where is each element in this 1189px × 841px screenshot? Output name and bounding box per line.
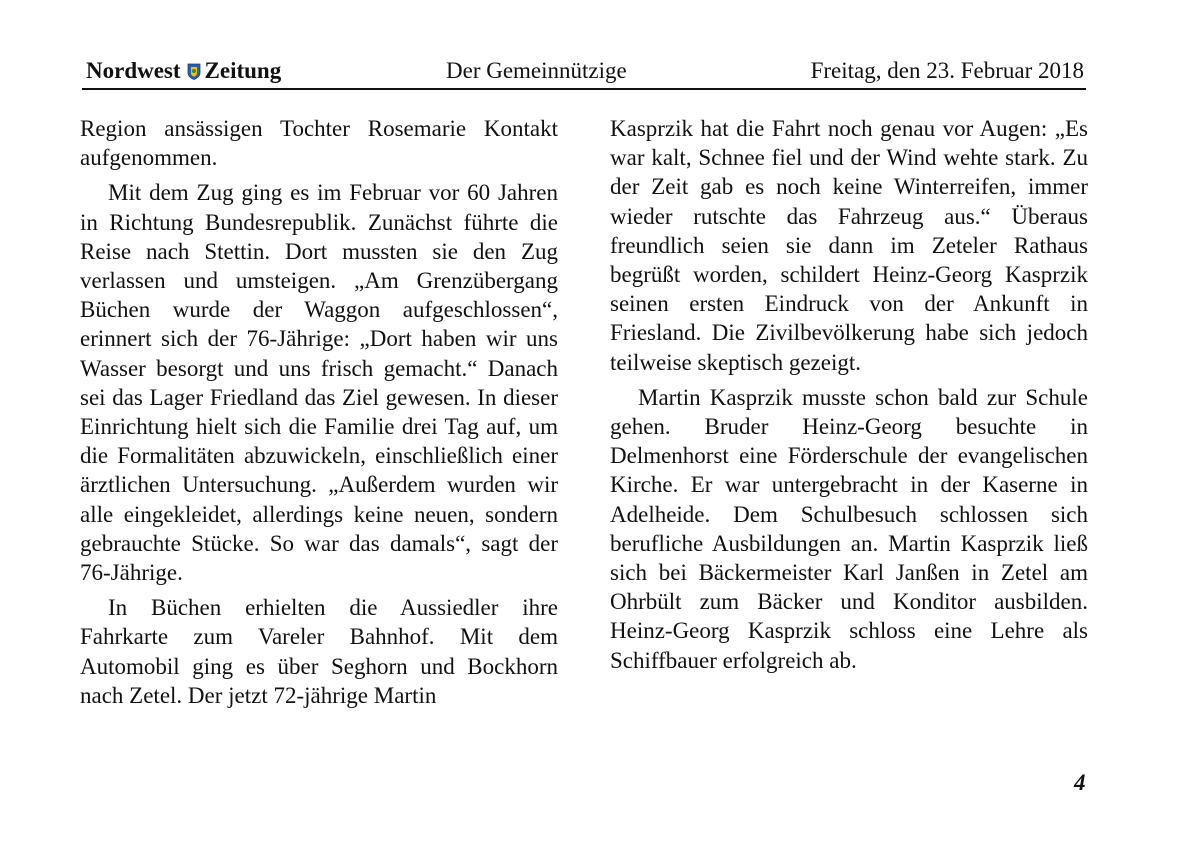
newspaper-header	[82, 58, 1086, 90]
issue-date: Freitag, den 23. Februar 2018	[810, 58, 1084, 83]
newspaper-brand	[86, 58, 281, 84]
article-paragraph: In Büchen erhielten die Aussiedler ihre Fahrkarte zum Vareler Bahnhof. Mit dem Automobil ging es über Seghorn und Bockhorn nach Zetel. Der jetzt 72-jährige Martin	[80, 595, 558, 708]
left-text-column	[80, 114, 558, 716]
crest-icon	[187, 60, 201, 77]
article-paragraph: Mit dem Zug ging es im Februar vor 60 Jahren in Richtung Bundesrepublik. Zunächst führte die Reise nach Stettin. Dort mussten sie den Zug verlassen und umsteigen. „Am Grenzübergang Büchen wurde der Waggon aufgeschlossen“, erinnert sich der 76-Jährige: „Dort haben wir uns Wasser besorgt und uns frisch gemacht.“ Danach sei das Lager Friedland das Ziel gewesen. In dieser Einrichtung hielt sich die Familie drei Tag auf, um die Formalitäten abzuwickeln, einschließlich einer ärztlichen Untersuchung. „Außerdem wurden wir alle eingekleidet, allerdings keine neuen, sondern gebrauchte Stücke. So war das damals“, sagt der 76-Jährige.	[80, 180, 558, 586]
article-paragraph: Kasprzik hat die Fahrt noch genau vor Augen: „Es war kalt, Schnee fiel und der Wind wehte stark. Zu der Zeit gab es noch keine Winterreifen, immer wieder rutschte das Fahrzeug aus.“ Überaus freundlich seien sie dann im Zeteler Rathaus begrüßt worden, schildert Heinz-Georg Kasprzik seinen ersten Eindruck von der Ankunft in Friesland. Die Zivilbevölkerung habe sich jedoch teilweise skeptisch gezeigt.	[610, 116, 1088, 375]
article-paragraph: Martin Kasprzik musste schon bald zur Schule gehen. Bruder Heinz-Georg besuchte in Delmenhorst eine Förderschule der evangelischen Kirche. Er war untergebracht in der Kaserne in Adelheide. Dem Schulbesuch schlossen sich berufliche Ausbildungen an. Martin Kasprzik ließ sich bei Bäckermeister Karl Janßen in Zetel am Ohrbült zum Bäcker und Konditor ausbilden. Heinz-Georg Kasprzik schloss eine Lehre als Schiffbauer erfolgreich ab.	[610, 384, 1088, 673]
page-number: 4	[1074, 770, 1086, 795]
brand-name-right: Zeitung	[204, 58, 282, 83]
section-title: Der Gemeinnützige	[446, 58, 627, 83]
article-paragraph: Region ansässigen Tochter Rosemarie Kontakt aufgenommen.	[80, 116, 558, 171]
right-text-column	[610, 114, 1088, 681]
brand-name-left: Nordwest	[86, 58, 181, 83]
